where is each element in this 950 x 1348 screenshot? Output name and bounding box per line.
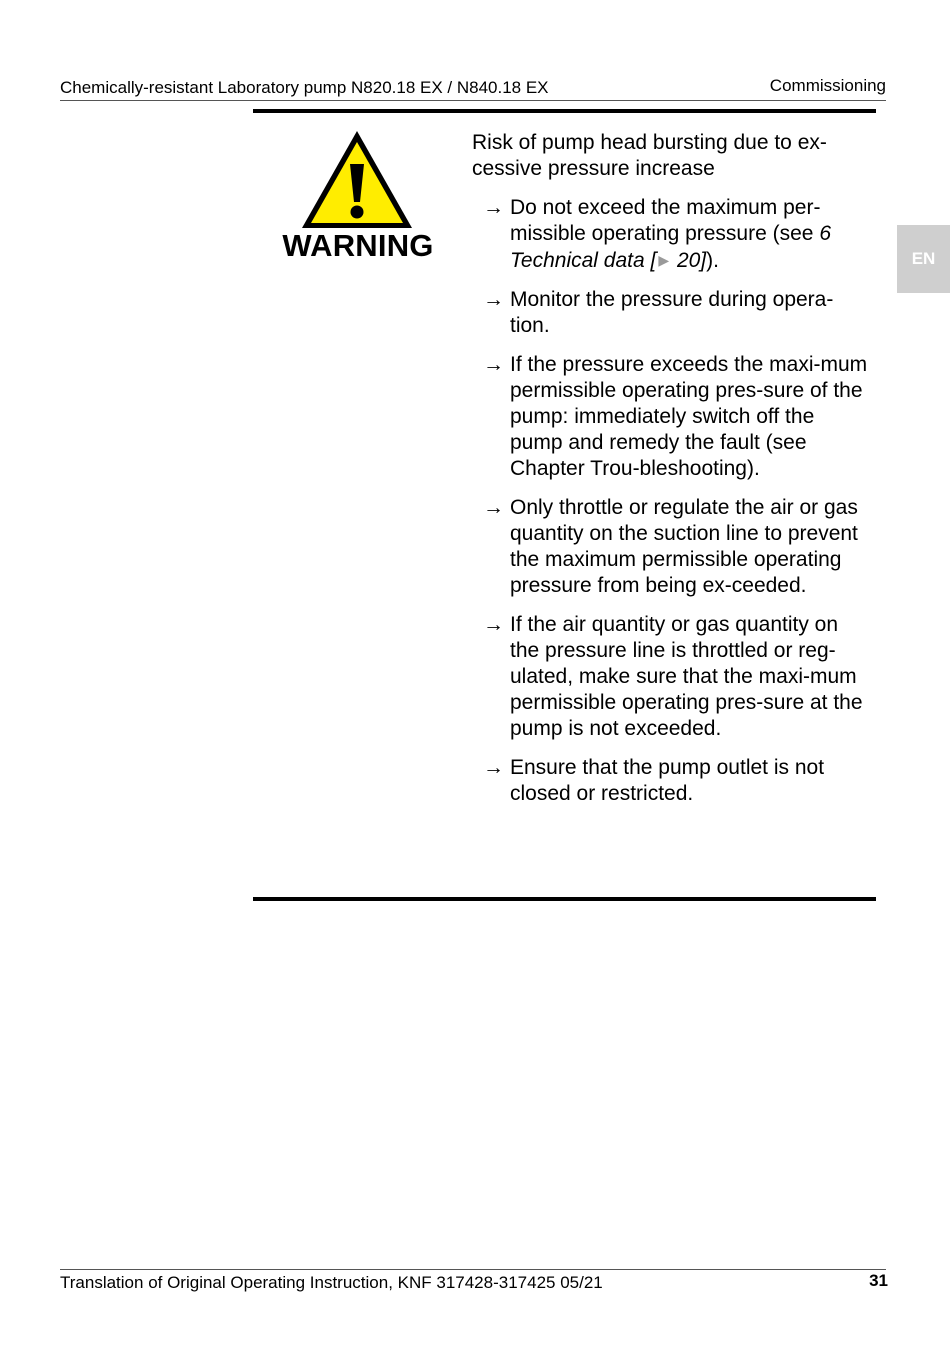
arrow-right-icon: →	[483, 288, 504, 311]
document-title: Chemically-resistant Laboratory pump N820.18 EX / N840.18 EX	[60, 78, 549, 97]
warning-steps	[472, 195, 872, 807]
step-text: If the pressure exceeds the maxi-mum permissible operating pres-sure of the pump: immediately switch off the pump and remedy the fault (see Chapter Trou-bleshooting).	[510, 353, 868, 480]
step-text: Monitor the pressure during opera-tion.	[510, 288, 834, 337]
warning-step	[472, 495, 872, 599]
step-text: Ensure that the pump outlet is not closed or restricted.	[510, 756, 825, 805]
footer-divider	[60, 1269, 886, 1270]
arrow-right-icon: →	[483, 196, 504, 219]
step-text: If the air quantity or gas quantity on the pressure line is throttled or reg-ulated, make sure that the maxi-mum permissible operating pres-sure at the pump is not exceeded.	[510, 613, 863, 740]
arrow-right-icon: →	[483, 756, 504, 779]
link-text-part: 20]	[671, 249, 707, 272]
warning-step	[472, 612, 872, 742]
warning-content	[472, 130, 872, 820]
page-number: 31	[869, 1271, 888, 1290]
warning-lead: Risk of pump head bursting due to ex-cessive pressure increase	[472, 131, 827, 180]
warning-top-rule	[253, 109, 876, 113]
arrow-right-icon: →	[483, 613, 504, 636]
section-title: Commissioning	[769, 76, 886, 95]
link-text-part: 6 Technical data [	[510, 222, 831, 272]
warning-triangle-icon	[299, 128, 415, 231]
step-text: Only throttle or regulate the air or gas quantity on the suction line to prevent the maximum permissible operating pressure from being ex-ceeded.	[510, 496, 858, 597]
arrow-right-icon: →	[483, 496, 504, 519]
language-tab	[897, 225, 950, 293]
arrow-right-icon: →	[483, 353, 504, 376]
language-tab-label: EN	[911, 249, 936, 268]
footer-text: Translation of Original Operating Instruction, KNF 317428-317425 05/21	[60, 1273, 603, 1292]
warning-step	[472, 755, 872, 807]
header-divider	[60, 100, 886, 101]
page-ref-arrow-icon: ▶	[658, 252, 670, 268]
warning-bottom-rule	[253, 897, 876, 901]
warning-step	[472, 195, 872, 274]
warning-step	[472, 352, 872, 482]
step-text: Do not exceed the maximum per-missible operating pressure (see	[510, 196, 821, 245]
step-text: ).	[706, 249, 719, 272]
warning-step	[472, 287, 872, 339]
warning-label: WARNING	[282, 228, 434, 263]
